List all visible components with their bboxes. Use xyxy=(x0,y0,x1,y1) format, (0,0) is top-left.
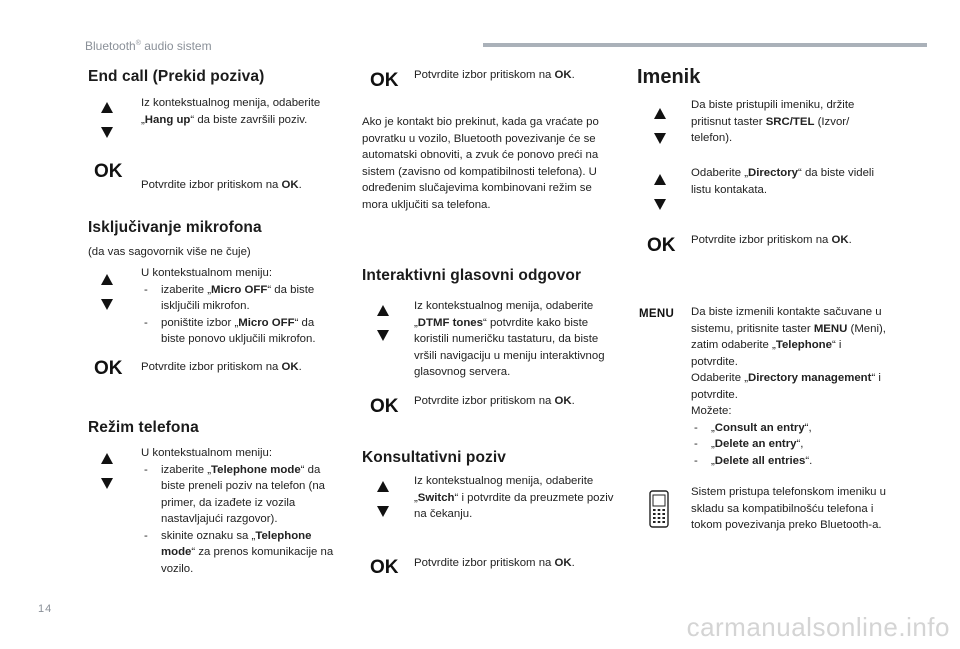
page-number: 14 xyxy=(38,603,53,615)
phonebook-options-intro: Možete: xyxy=(691,405,732,417)
up-down-arrows-icon xyxy=(100,101,114,139)
mic-item-2: - poništite izbor „Micro OFF“ da biste ponovo uključili mikrofon. xyxy=(141,315,336,348)
end-call-step-2: Potvrdite izbor pritiskom na OK. xyxy=(141,179,302,191)
mic-item-1: - izaberite „Micro OFF“ da biste isključili mikrofon. xyxy=(141,282,336,315)
consult-heading: Konsultativni poziv xyxy=(362,449,506,466)
ok-button-icon: OK xyxy=(370,557,399,578)
phone-mode-heading: Režim telefona xyxy=(88,419,199,436)
ivr-step-1: Iz kontekstualnog menija, odaberite „DTMF tones“ potvrdite kako biste koristili numeričku tastaturu, da biste vršili navigaciju u meniju interaktivnog glasovnog servera. xyxy=(414,300,605,378)
up-down-arrows-icon xyxy=(100,273,114,311)
phonebook-step-4-body: Da biste izmenili kontakte sačuvane u sistemu, pritisnite taster MENU (Meni), zatim odaberite „Telephone“ i potvrdite. xyxy=(691,306,886,368)
phonebook-step-4-directory: Odaberite „Directory management“ i potvrdite. xyxy=(691,372,881,401)
running-header: Bluetooth® audio sistem xyxy=(85,39,212,53)
mic-heading: Isključivanje mikrofona xyxy=(88,219,262,236)
menu-button-icon: MENU xyxy=(639,308,675,320)
up-down-arrows-icon xyxy=(653,107,667,145)
watermark: carmanualsonline.info xyxy=(686,612,950,642)
phonebook-heading: Imenik xyxy=(637,66,701,88)
phonebook-step-4 xyxy=(691,304,891,469)
phone-mode-steps xyxy=(141,445,336,577)
phone-mode-item-2: - skinite oznaku sa „Telephone mode“ za prenos komunikacije na vozilo. xyxy=(141,528,336,578)
ok-button-icon: OK xyxy=(370,70,399,91)
ivr-step-2: Potvrdite izbor pritiskom na OK. xyxy=(414,395,575,407)
end-call-heading: End call (Prekid poziva) xyxy=(88,68,265,85)
mic-note: (da vas sagovornik više ne čuje) xyxy=(88,246,251,258)
phone-keypad-icon xyxy=(649,490,669,528)
phonebook-step-1: Da biste pristupili imeniku, držite pritisnut taster SRC/TEL (Izvor/ telefon). xyxy=(691,99,855,144)
reconnect-paragraph: Ako je kontakt bio prekinut, kada ga vraćate po povratku u vozilo, Bluetooth povezivanje će se automatski obnoviti, a zvuk će ponovo preći na sistem (zavisno od kompatibilnosti telefona). U određenim slučajevima kombinovani režim se mora uključiti sa telefona. xyxy=(362,116,599,211)
up-down-arrows-icon xyxy=(100,452,114,490)
phonebook-option-delete: - „Delete an entry“, xyxy=(691,436,891,453)
mic-confirm: Potvrdite izbor pritiskom na OK. xyxy=(141,361,302,373)
mic-intro: U kontekstualnom meniju: xyxy=(141,267,273,279)
phone-mode-item-1: - izaberite „Telephone mode“ da biste preneli poziv na telefon (na primer, da izađete iz vozila nastavljajući razgovor). xyxy=(141,462,336,528)
ivr-heading: Interaktivni glasovni odgovor xyxy=(362,267,582,284)
consult-step-1: Iz kontekstualnog menija, odaberite „Switch“ i potvrdite da preuzmete poziv na čekanju. xyxy=(414,475,614,520)
phonebook-step-3: Potvrdite izbor pritiskom na OK. xyxy=(691,234,852,246)
consult-step-2: Potvrdite izbor pritiskom na OK. xyxy=(414,557,575,569)
top-confirm: Potvrdite izbor pritiskom na OK. xyxy=(414,69,575,81)
phonebook-step-2: Odaberite „Directory“ da biste videli listu kontakata. xyxy=(691,167,874,196)
up-down-arrows-icon xyxy=(376,480,390,518)
phonebook-note: Sistem pristupa telefonskom imeniku u skladu sa kompatibilnošću telefona i tokom povezivanja preko Bluetooth-a. xyxy=(691,486,886,531)
ok-button-icon: OK xyxy=(370,396,399,417)
ok-button-icon: OK xyxy=(647,235,676,256)
ok-button-icon: OK xyxy=(94,358,123,379)
up-down-arrows-icon xyxy=(653,173,667,211)
phonebook-option-consult: - „Consult an entry“, xyxy=(691,420,891,437)
phonebook-option-delete-all: - „Delete all entries“. xyxy=(691,453,891,470)
phone-mode-intro: U kontekstualnom meniju: xyxy=(141,447,273,459)
end-call-step-1: Iz kontekstualnog menija, odaberite „Hang up“ da biste završili poziv. xyxy=(141,97,321,126)
ok-button-icon: OK xyxy=(94,161,123,182)
header-bar xyxy=(483,43,927,47)
up-down-arrows-icon xyxy=(376,304,390,342)
mic-steps xyxy=(141,265,336,348)
